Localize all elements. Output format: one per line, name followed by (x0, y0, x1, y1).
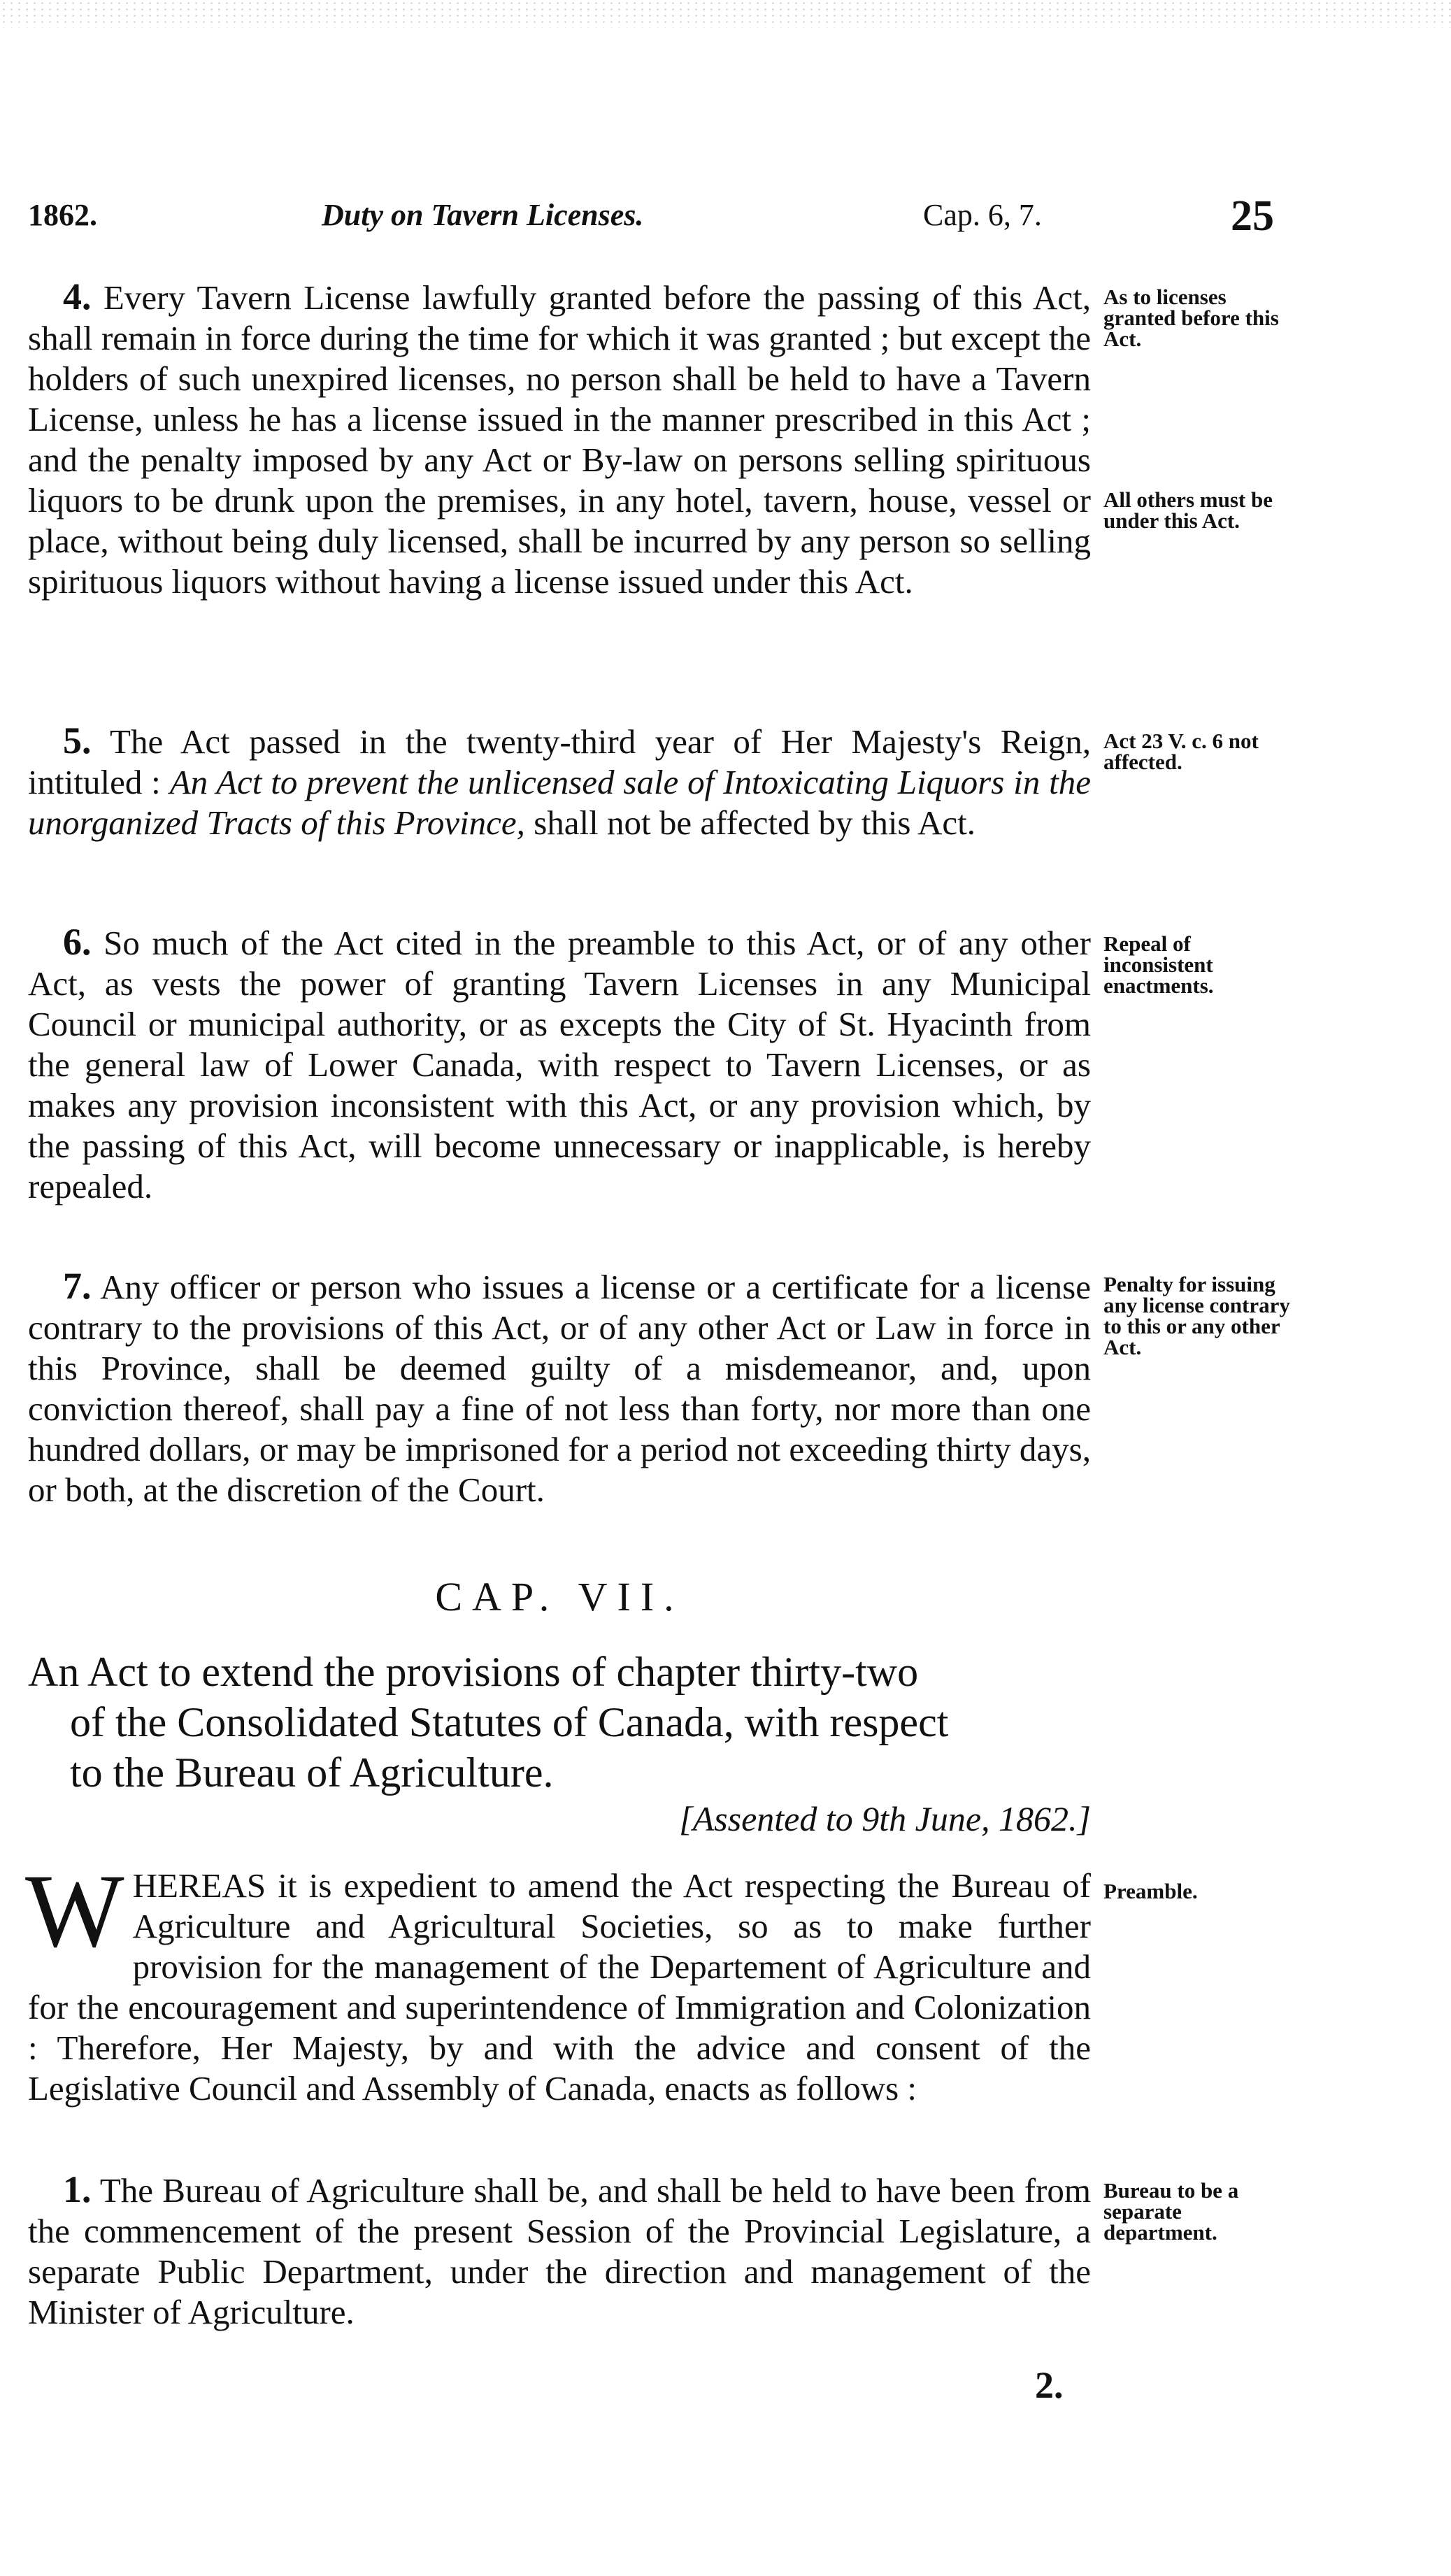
section-number: 7. (63, 1265, 92, 1307)
margin-note-act23: Act 23 V. c. 6 not affected. (1103, 729, 1259, 774)
margin-note-licenses: As to licenses granted before this Act. (1103, 285, 1279, 351)
margin-note-bureau: Bureau to be a separate department. (1103, 2178, 1239, 2245)
act-title-italic: An Act to prevent the unlicensed sale of Intoxicating Liquors in the unorganized Tracts of this Province, (28, 763, 1092, 842)
section-5-text (28, 720, 1091, 843)
act-title-line-1: An Act to extend the provisions of chapter thirty-two (28, 1649, 919, 1695)
margin-note-others: All others must be under this Act. (1103, 487, 1273, 533)
section-body: So much of the Act cited in the preamble to this Act, or of any other Act, as vests the power of granting Tavern Licenses in any Municipal Council or municipal authority, or as excepts the City of St. Hyacinth from the general law of Lower Canada, with respect to Tavern Licenses, or as makes any provision inconsistent with this Act, or any provision which, by the passing of this Act, will become unnecessary or inapplicable, is hereby repealed. (28, 924, 1091, 1205)
chapter-heading: CAP. VII. (435, 1574, 684, 1619)
section-number: 1. (63, 2168, 92, 2210)
header-chapter: Cap. 6, 7. (923, 198, 1042, 232)
section-body: Every Tavern License lawfully granted before the passing of this Act, shall remain in force during the time for which it was granted ; but except the holders of such unexpired licenses, no person shall be held to have a Tavern License, unless he has a license issued in the manner prescribed in this Act ; and the penalty imposed by any Act or By-law on persons selling spirituous liquors to be drunk upon the premises, in any hotel, tavern, house, vessel or place, without being duly licensed, shall be incurred by any person so selling spirituous liquors without having a license issued under this Act. (28, 278, 1092, 601)
preamble-body: HEREAS it is expedient to amend the Act respecting the Bureau of Agriculture and Agricultural Societies, so as to make further provision for the management of the Departement of Agriculture and for the encouragement and superintendence of Immigration and Colonization : Therefore, Her Majesty, by and with the advice and consent of the Legislative Council and Assembly of Canada, enacts as follows : (28, 1866, 1091, 2108)
act-title (28, 1647, 1091, 1798)
page-number: 25 (1231, 192, 1274, 240)
header-title: Duty on Tavern Licenses. (322, 198, 644, 232)
section-7 (28, 1266, 1091, 1510)
header-year: 1862. (28, 198, 97, 232)
section-number: 4. (63, 276, 92, 317)
act-title-line-2: of the Consolidated Statutes of Canada, with respect (70, 1699, 949, 1745)
margin-note-penalty: Penalty for issuing any license contrary to this or any other Act. (1103, 1272, 1290, 1359)
assent-line (545, 1798, 1091, 1839)
act-title-line-3: to the Bureau of Agriculture. (70, 1749, 554, 1796)
assent-text: Assented to 9th June, (692, 1799, 990, 1838)
section-number: 6. (63, 921, 92, 963)
section-4-text (28, 276, 1091, 602)
assent-year: 1862.] (999, 1799, 1091, 1838)
section-6-text (28, 922, 1091, 1207)
scan-noise (0, 0, 1451, 28)
assent-bracket: [ (679, 1799, 693, 1838)
section-body: The Act passed in the twenty-third year of Her Majesty's Reign, intituled : (28, 722, 1091, 801)
preamble-text (25, 1853, 1091, 2109)
section-7-text (28, 1266, 1091, 1510)
section-body: The Bureau of Agriculture shall be, and shall be held to have been from the commencement of the present Session of the Provincial Legislature, a separate Public Department, under the direction and management of the Minister of Agriculture. (28, 2171, 1091, 2331)
section-5 (28, 720, 1091, 843)
section-body-end: shall not be affected by this Act. (534, 803, 976, 842)
section-6 (28, 922, 1091, 1207)
running-header (28, 192, 1413, 253)
catchword: 2. (1035, 2364, 1064, 2406)
section-1 (28, 2169, 1091, 2333)
section-4 (28, 276, 1091, 602)
section-body: Any officer or person who issues a license or a certificate for a license contrary to the provisions of this Act, or of any other Act or Law in force in this Province, shall be deemed guilty of a misdemeanor, and, upon conviction thereof, shall pay a fine of not less than forty, nor more than one hundred dollars, or may be imprisoned for a period not exceeding thirty days, or both, at the discretion of the Court. (28, 1268, 1091, 1509)
drop-cap: W (25, 1853, 124, 1969)
section-number: 5. (63, 720, 92, 761)
preamble (25, 1853, 1091, 2109)
margin-note-preamble: Preamble. (1103, 1879, 1198, 1903)
margin-note-repeal: Repeal of inconsistent enactments. (1103, 931, 1214, 998)
section-1-text (28, 2169, 1091, 2333)
